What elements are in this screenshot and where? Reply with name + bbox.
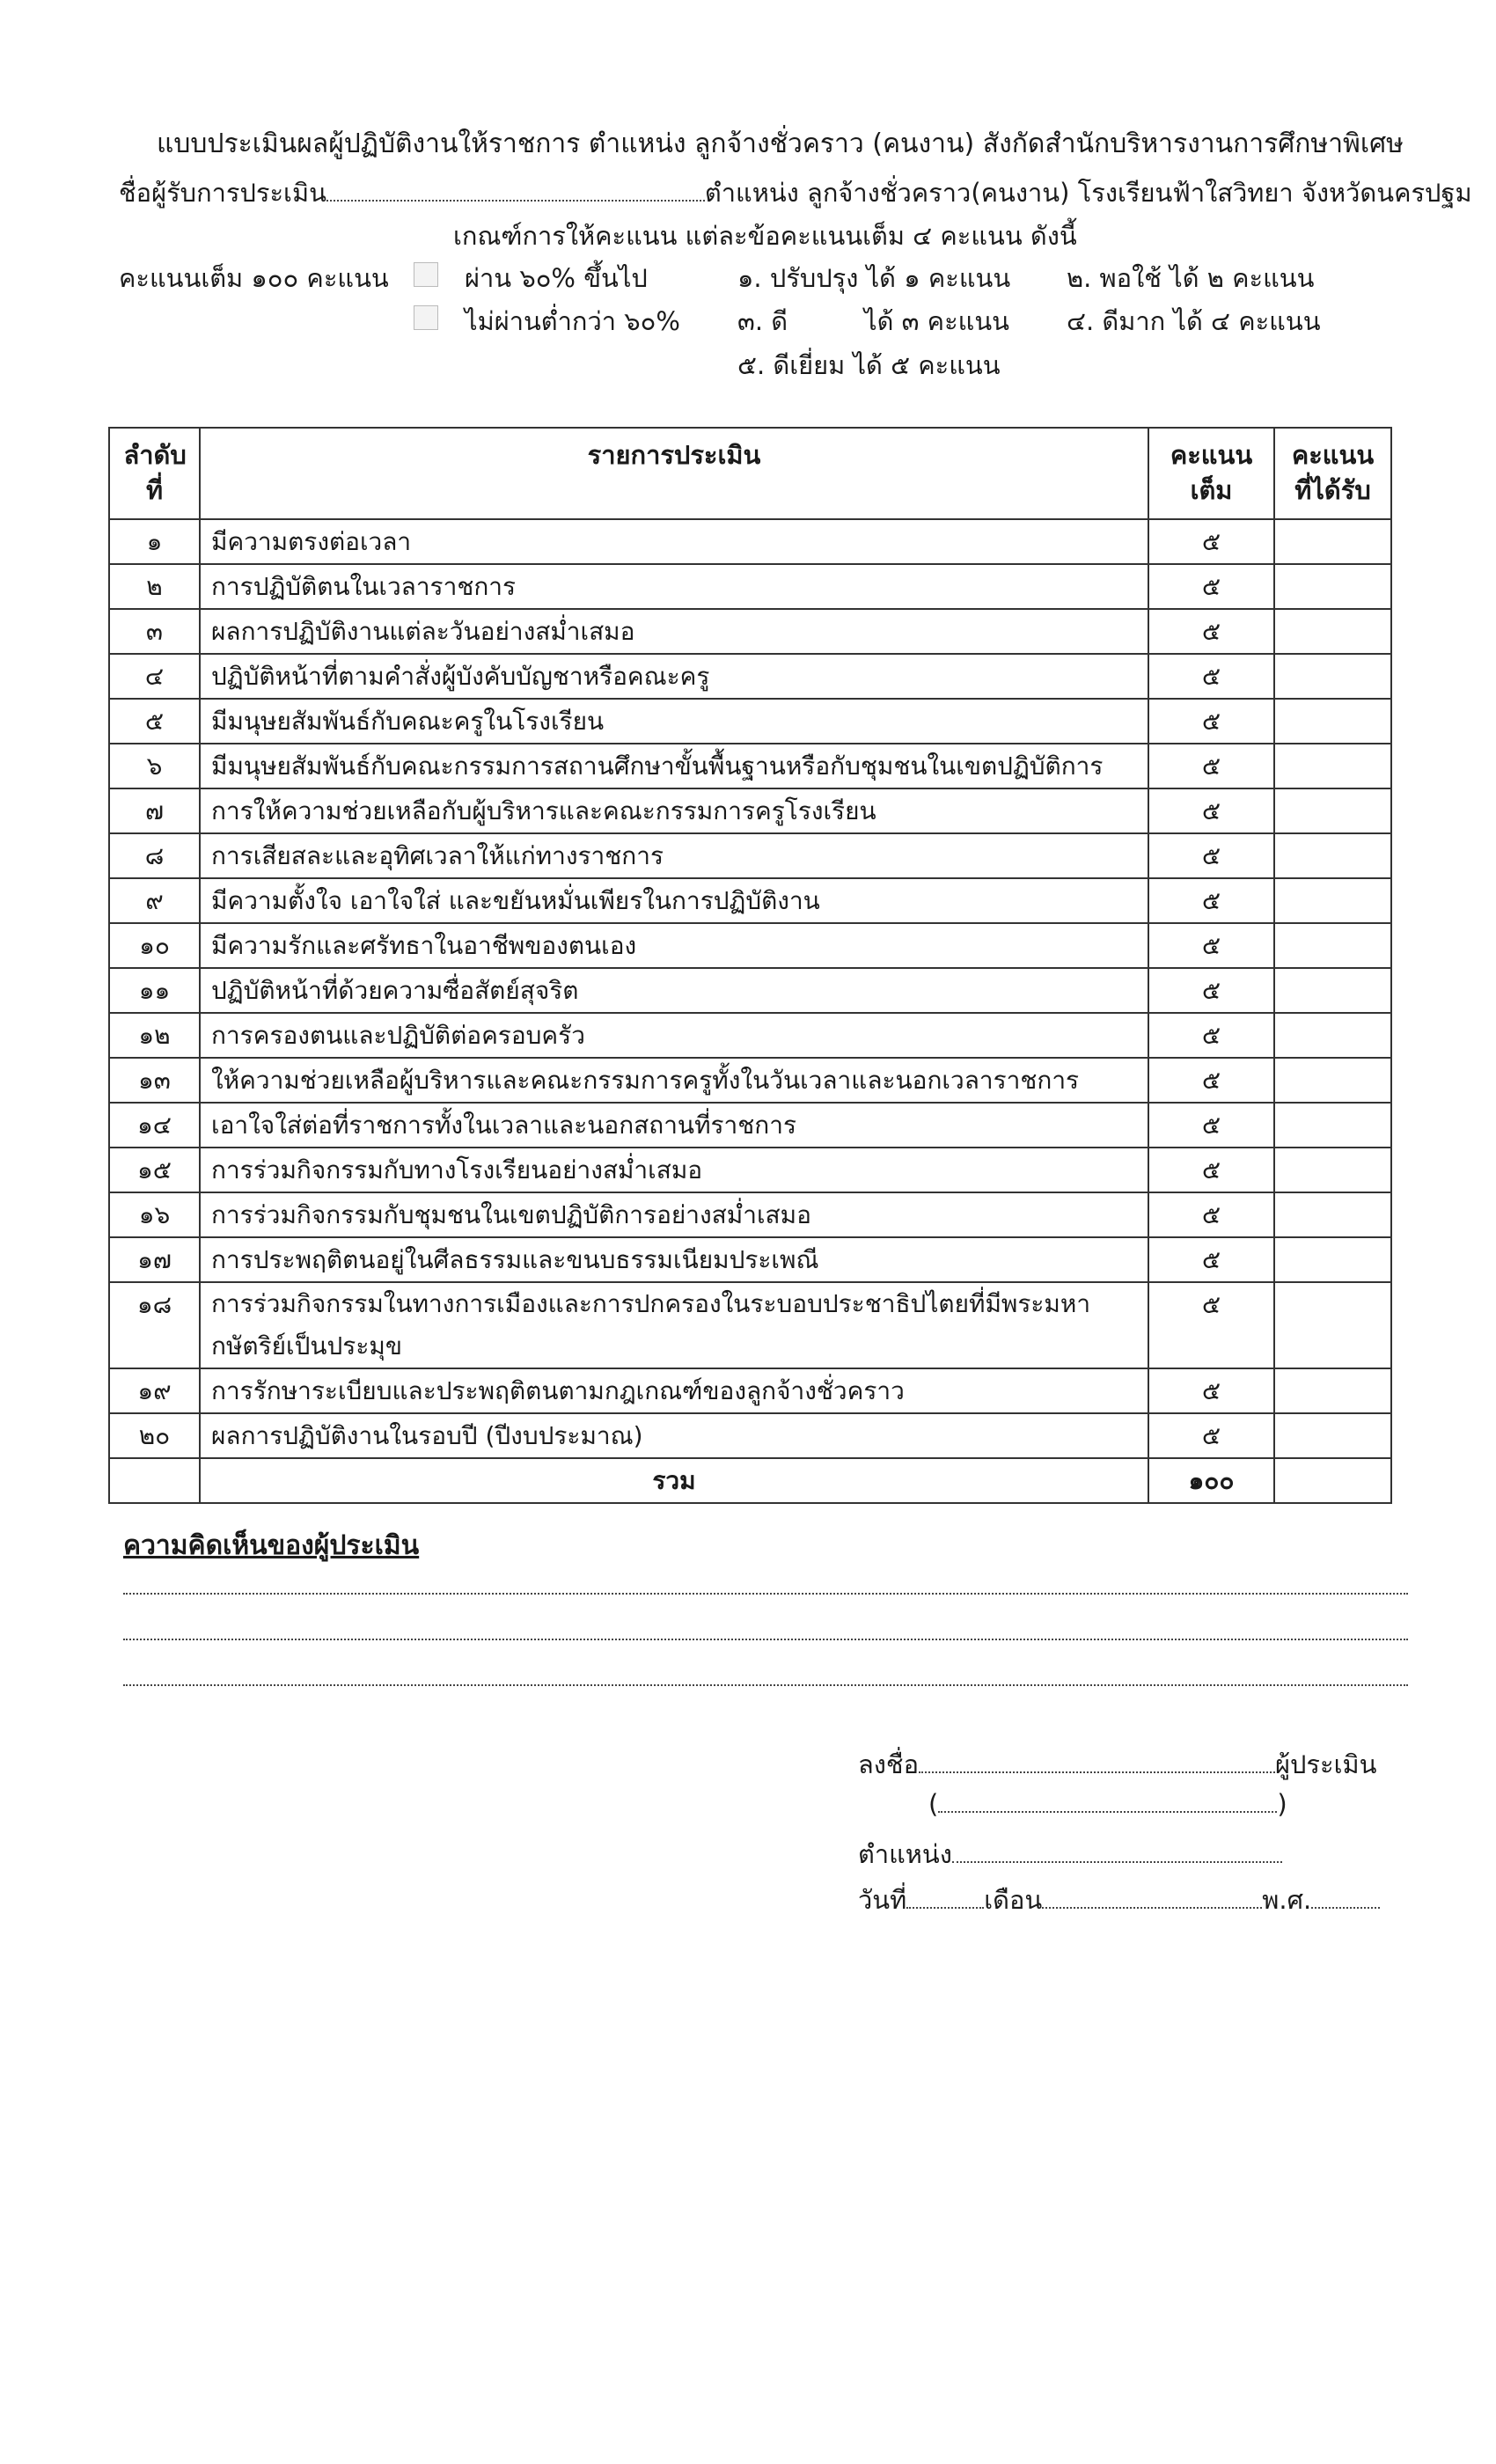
row-no: ๑๑: [109, 968, 200, 1013]
name-label: ชื่อผู้รับการประเมิน: [119, 178, 326, 208]
pass-checkbox[interactable]: [414, 262, 438, 287]
signature-field[interactable]: [919, 1752, 1275, 1773]
row-full-score: ๕: [1148, 878, 1274, 923]
col-item-header: รายการประเมิน: [200, 428, 1148, 519]
row-full-score: ๕: [1148, 699, 1274, 744]
row-full-score: ๕: [1148, 788, 1274, 833]
table-row: [109, 1148, 1391, 1192]
evaluator-position-line: [858, 1834, 1282, 1874]
row-no: ๔: [109, 654, 200, 699]
scale-4: ๔. ดีมาก ได้ ๔ คะแนน: [1067, 306, 1321, 336]
row-score-input[interactable]: [1274, 744, 1391, 788]
row-no: ๑๖: [109, 1192, 200, 1237]
table-row: [109, 1413, 1391, 1458]
row-item: การร่วมกิจกรรมกับชุมชนในเขตปฏิบัติการอย่างสม่ำเสมอ: [200, 1192, 1148, 1237]
row-item: การประพฤติตนอยู่ในศีลธรรมและขนบธรรมเนียมประเพณี: [200, 1237, 1148, 1282]
name-line: [119, 172, 1472, 213]
table-row: [109, 564, 1391, 609]
row-full-score: ๕: [1148, 1413, 1274, 1458]
evaluation-table: [108, 427, 1392, 1504]
row-item: ผลการปฏิบัติงานแต่ละวันอย่างสม่ำเสมอ: [200, 609, 1148, 654]
table-row: [109, 699, 1391, 744]
table-row: [109, 833, 1391, 878]
col-got-header: คะแนนที่ได้รับ: [1274, 428, 1391, 519]
row-item: ผลการปฏิบัติงานในรอบปี (ปีงบประมาณ): [200, 1413, 1148, 1458]
total-no-cell: [109, 1458, 200, 1503]
month-label: เดือน: [984, 1885, 1043, 1915]
table-row: [109, 1192, 1391, 1237]
row-item: การร่วมกิจกรรมในทางการเมืองและการปกครองในระบอบประชาธิปไตยที่มีพระมหากษัตริย์เป็นประมุข: [200, 1282, 1148, 1368]
criteria-text: เกณฑ์การให้คะแนน แต่ละข้อคะแนนเต็ม ๔ คะแนน ดังนี้: [453, 221, 1077, 251]
row-item: มีความตั้งใจ เอาใจใส่ และขยันหมั่นเพียรในการปฏิบัติงาน: [200, 878, 1148, 923]
row-score-input[interactable]: [1274, 878, 1391, 923]
evaluator-label: ผู้ประเมิน: [1275, 1749, 1377, 1779]
row-full-score: ๕: [1148, 1282, 1274, 1368]
row-no: ๖: [109, 744, 200, 788]
row-no: ๗: [109, 788, 200, 833]
col-full-header: คะแนนเต็ม: [1148, 428, 1274, 519]
fail-text: ไม่ผ่านต่ำกว่า ๖๐%: [465, 306, 680, 336]
table-header-row: [109, 428, 1391, 519]
total-label: รวม: [200, 1458, 1148, 1503]
row-item: การครองตนและปฏิบัติต่อครอบครัว: [200, 1013, 1148, 1058]
row-score-input[interactable]: [1274, 1237, 1391, 1282]
row-no: ๑๗: [109, 1237, 200, 1282]
total-full-score: ๑๐๐: [1148, 1458, 1274, 1503]
month-field[interactable]: [1042, 1888, 1262, 1909]
row-no: ๑๕: [109, 1148, 200, 1192]
row-full-score: ๕: [1148, 609, 1274, 654]
comment-line-2[interactable]: [123, 1639, 1408, 1640]
row-item: ปฏิบัติหน้าที่ด้วยความซื่อสัตย์สุจริต: [200, 968, 1148, 1013]
row-score-input[interactable]: [1274, 1368, 1391, 1413]
row-full-score: ๕: [1148, 1192, 1274, 1237]
row-item: การรักษาระเบียบและประพฤติตนตามกฎเกณฑ์ของลูกจ้างชั่วคราว: [200, 1368, 1148, 1413]
table-row: [109, 878, 1391, 923]
row-no: ๒๐: [109, 1413, 200, 1458]
row-score-input[interactable]: [1274, 1413, 1391, 1458]
open-paren: (: [928, 1789, 939, 1819]
table-row: [109, 1368, 1391, 1413]
scale-3-score: ได้ ๓ คะแนน: [864, 306, 1009, 336]
row-item: มีความตรงต่อเวลา: [200, 519, 1148, 564]
scale-1: ๑. ปรับปรุง ได้ ๑ คะแนน: [737, 263, 1011, 293]
col-no-header: ลำดับที่: [109, 428, 200, 519]
row-item: เอาใจใส่ต่อที่ราชการทั้งในเวลาและนอกสถานที่ราชการ: [200, 1103, 1148, 1148]
fail-checkbox[interactable]: [414, 305, 438, 330]
total-row: [109, 1458, 1391, 1503]
year-label: พ.ศ.: [1262, 1885, 1312, 1915]
row-full-score: ๕: [1148, 833, 1274, 878]
year-field[interactable]: [1311, 1888, 1380, 1909]
row-no: ๓: [109, 609, 200, 654]
total-score-input[interactable]: [1274, 1458, 1391, 1503]
row-score-input[interactable]: [1274, 564, 1391, 609]
row-item: การปฏิบัติตนในเวลาราชการ: [200, 564, 1148, 609]
row-full-score: ๕: [1148, 1103, 1274, 1148]
comment-line-3[interactable]: [123, 1684, 1408, 1686]
row-full-score: ๕: [1148, 1368, 1274, 1413]
date-label: วันที่: [858, 1885, 907, 1915]
row-no: ๑๘: [109, 1282, 200, 1368]
pass-text: ผ่าน ๖๐% ขึ้นไป: [465, 263, 648, 293]
row-score-input[interactable]: [1274, 609, 1391, 654]
row-item: การร่วมกิจกรรมกับทางโรงเรียนอย่างสม่ำเสมอ: [200, 1148, 1148, 1192]
row-score-input[interactable]: [1274, 968, 1391, 1013]
row-score-input[interactable]: [1274, 1282, 1391, 1368]
table-row: [109, 788, 1391, 833]
row-score-input[interactable]: [1274, 1013, 1391, 1058]
row-full-score: ๕: [1148, 1058, 1274, 1103]
table-row: [109, 923, 1391, 968]
printed-name-line: [928, 1789, 1287, 1819]
table-row: [109, 519, 1391, 564]
row-score-input[interactable]: [1274, 1192, 1391, 1237]
row-score-input[interactable]: [1274, 1058, 1391, 1103]
row-no: ๑๒: [109, 1013, 200, 1058]
name-field[interactable]: [326, 180, 705, 202]
table-row: [109, 1237, 1391, 1282]
row-full-score: ๕: [1148, 654, 1274, 699]
scale-3: ๓. ดี: [737, 306, 788, 336]
comment-line-1[interactable]: [123, 1593, 1408, 1595]
row-score-input[interactable]: [1274, 923, 1391, 968]
printed-name-field[interactable]: [938, 1792, 1277, 1813]
scale-2: ๒. พอใช้ ได้ ๒ คะแนน: [1067, 263, 1315, 293]
row-full-score: ๕: [1148, 968, 1274, 1013]
day-field[interactable]: [906, 1888, 984, 1909]
scale-5: ๕. ดีเยี่ยม ได้ ๕ คะแนน: [737, 350, 1001, 380]
row-full-score: ๕: [1148, 1148, 1274, 1192]
row-item: มีความรักและศรัทธาในอาชีพของตนเอง: [200, 923, 1148, 968]
row-full-score: ๕: [1148, 519, 1274, 564]
position-label: ตำแหน่ง: [858, 1839, 952, 1869]
row-score-input[interactable]: [1274, 1103, 1391, 1148]
sign-label: ลงชื่อ: [858, 1749, 920, 1779]
row-score-input[interactable]: [1274, 788, 1391, 833]
row-no: ๑๓: [109, 1058, 200, 1103]
row-item: ให้ความช่วยเหลือผู้บริหารและคณะกรรมการครูทั้งในวันเวลาและนอกเวลาราชการ: [200, 1058, 1148, 1103]
row-full-score: ๕: [1148, 1013, 1274, 1058]
row-full-score: ๕: [1148, 744, 1274, 788]
row-no: ๒: [109, 564, 200, 609]
signature-line: [858, 1744, 1376, 1785]
full-score-text: คะแนนเต็ม ๑๐๐ คะแนน: [119, 263, 389, 293]
table-row: [109, 744, 1391, 788]
row-item: มีมนุษยสัมพันธ์กับคณะกรรมการสถานศึกษาขั้นพื้นฐานหรือกับชุมชนในเขตปฏิบัติการ: [200, 744, 1148, 788]
row-full-score: ๕: [1148, 1237, 1274, 1282]
close-paren: ): [1277, 1789, 1287, 1819]
table-row: [109, 1282, 1391, 1368]
evaluator-position-field[interactable]: [952, 1842, 1282, 1863]
row-score-input[interactable]: [1274, 654, 1391, 699]
row-no: ๑๐: [109, 923, 200, 968]
table-row: [109, 654, 1391, 699]
row-no: ๘: [109, 833, 200, 878]
row-score-input[interactable]: [1274, 699, 1391, 744]
row-score-input[interactable]: [1274, 833, 1391, 878]
row-item: การให้ความช่วยเหลือกับผู้บริหารและคณะกรรมการครูโรงเรียน: [200, 788, 1148, 833]
table-row: [109, 968, 1391, 1013]
row-full-score: ๕: [1148, 564, 1274, 609]
comments-heading: ความคิดเห็นของผู้ประเมิน: [123, 1530, 420, 1561]
table-row: [109, 1058, 1391, 1103]
row-no: ๙: [109, 878, 200, 923]
date-line: [858, 1880, 1380, 1920]
row-item: การเสียสละและอุทิศเวลาให้แก่ทางราชการ: [200, 833, 1148, 878]
row-score-input[interactable]: [1274, 519, 1391, 564]
row-no: ๕: [109, 699, 200, 744]
row-score-input[interactable]: [1274, 1148, 1391, 1192]
position-text: ตำแหน่ง ลูกจ้างชั่วคราว(คนงาน) โรงเรียนฟ้าใสวิทยา จังหวัดนครปฐม: [704, 178, 1472, 208]
table-row: [109, 1103, 1391, 1148]
row-no: ๑๙: [109, 1368, 200, 1413]
row-no: ๑: [109, 519, 200, 564]
table-row: [109, 609, 1391, 654]
row-item: ปฏิบัติหน้าที่ตามคำสั่งผู้บังคับบัญชาหรือคณะครู: [200, 654, 1148, 699]
row-no: ๑๔: [109, 1103, 200, 1148]
row-full-score: ๕: [1148, 923, 1274, 968]
row-item: มีมนุษยสัมพันธ์กับคณะครูในโรงเรียน: [200, 699, 1148, 744]
form-title: แบบประเมินผลผู้ปฏิบัติงานให้ราชการ ตำแหน่ง ลูกจ้างชั่วคราว (คนงาน) สังกัดสำนักบริหารงานการศึกษาพิเศษ: [157, 128, 1404, 159]
table-row: [109, 1013, 1391, 1058]
